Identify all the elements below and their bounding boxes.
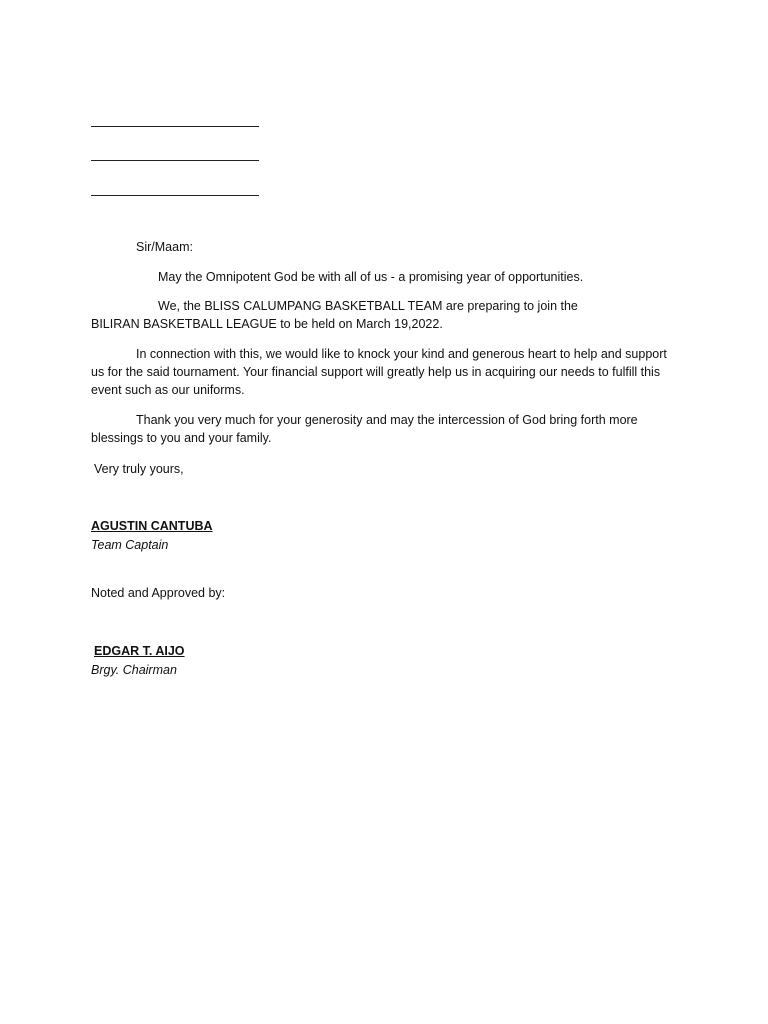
approval-label: Noted and Approved by: <box>91 586 226 600</box>
address-blank-line-3 <box>91 195 259 196</box>
signer-2-title: Brgy. Chairman <box>91 663 177 677</box>
address-blank-line-2 <box>91 160 259 161</box>
signer-1-name: AGUSTIN CANTUBA <box>91 519 213 533</box>
closing: Very truly yours, <box>94 462 184 476</box>
paragraph-4: Thank you very much for your generosity and may the intercession of God bring forth more blessings to you and your family. <box>91 413 638 445</box>
paragraph-3: In connection with this, we would like to knock your kind and generous heart to help and support us for the said tournament. Your financial support will greatly help us in acquiring our needs to fulfill this event such as our uniforms. <box>91 347 667 397</box>
paragraph-1: May the Omnipotent God be with all of us - a promising year of opportunities. <box>158 270 584 284</box>
paragraph-2: We, the BLISS CALUMPANG BASKETBALL TEAM are preparing to join the BILIRAN BASKETBALL LEAGUE to be held on March 19,2022. <box>91 299 578 331</box>
signer-1-title: Team Captain <box>91 538 169 552</box>
signer-2-name: EDGAR T. AIJO <box>94 644 185 658</box>
salutation: Sir/Maam: <box>136 240 193 254</box>
address-blank-line-1 <box>91 126 259 127</box>
